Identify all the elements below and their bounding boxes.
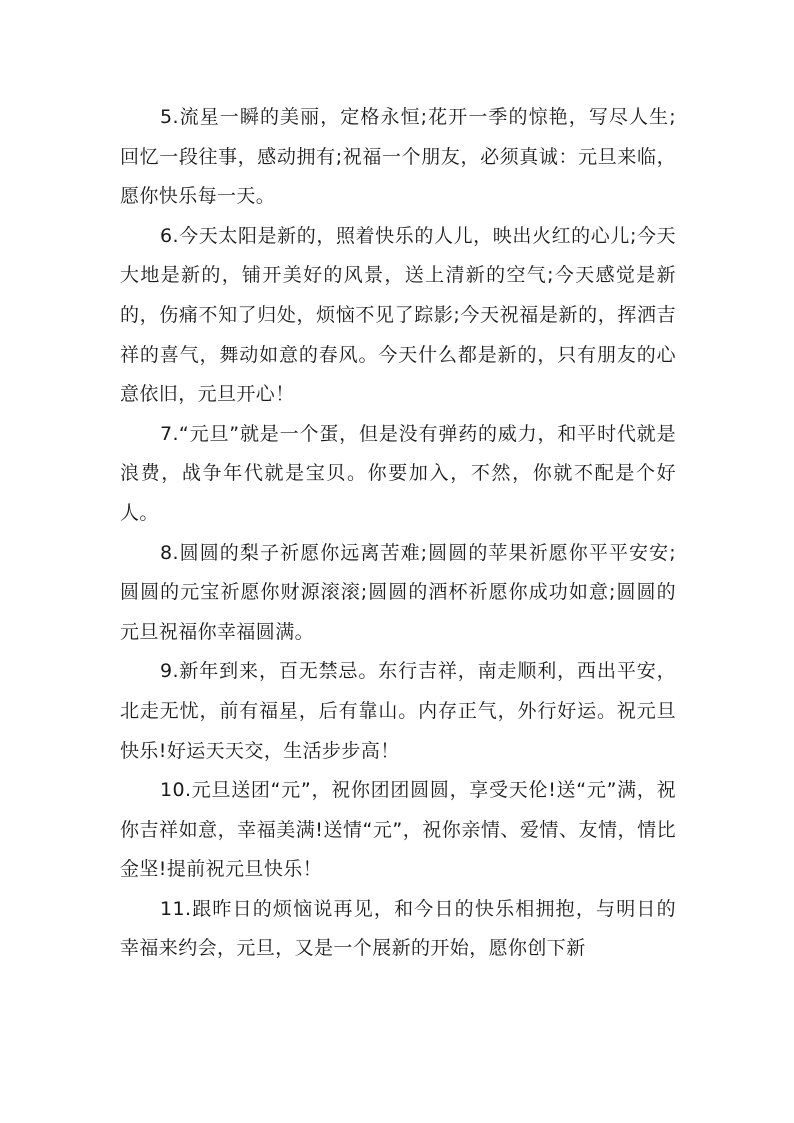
paragraph-11: 11.跟昨日的烦恼说再见，和今日的快乐相拥抱，与明日的幸福来约会，元旦，又是一个展新的开始，愿你创下新 bbox=[120, 897, 676, 960]
paragraph-6: 6.今天太阳是新的，照着快乐的人儿，映出火红的心儿;今天大地是新的，铺开美好的风景，送上清新的空气;今天感觉是新的，伤痛不知了归处，烦恼不见了踪影;今天祝福是新的，挥洒吉祥的喜气，舞动如意的春风。今天什么都是新的，只有朋友的心意依旧，元旦开心！ bbox=[120, 224, 676, 406]
paragraph-10: 10.元旦送团“元”，祝你团团圆圆，享受天伦!送“元”满，祝你吉祥如意，幸福美满!送情“元”，祝你亲情、爱情、友情，情比金坚!提前祝元旦快乐！ bbox=[120, 779, 676, 881]
paragraph-7: 7.“元旦”就是一个蛋，但是没有弹药的威力，和平时代就是浪费，战争年代就是宝贝。你要加入，不然，你就不配是个好人。 bbox=[120, 422, 676, 524]
paragraph-9: 9.新年到来，百无禁忌。东行吉祥，南走顺利，西出平安，北走无忧，前有福星，后有靠山。内存正气，外行好运。祝元旦快乐!好运天天交，生活步步高！ bbox=[120, 660, 676, 762]
document-body bbox=[120, 98, 676, 969]
paragraph-5: 5.流星一瞬的美丽，定格永恒;花开一季的惊艳，写尽人生;回忆一段往事，感动拥有;祝福一个朋友，必须真诚：元旦来临，愿你快乐每一天。 bbox=[120, 106, 676, 208]
paragraph-8: 8.圆圆的梨子祈愿你远离苦难;圆圆的苹果祈愿你平平安安;圆圆的元宝祈愿你财源滚滚;圆圆的酒杯祈愿你成功如意;圆圆的元旦祝福你幸福圆满。 bbox=[120, 541, 676, 643]
